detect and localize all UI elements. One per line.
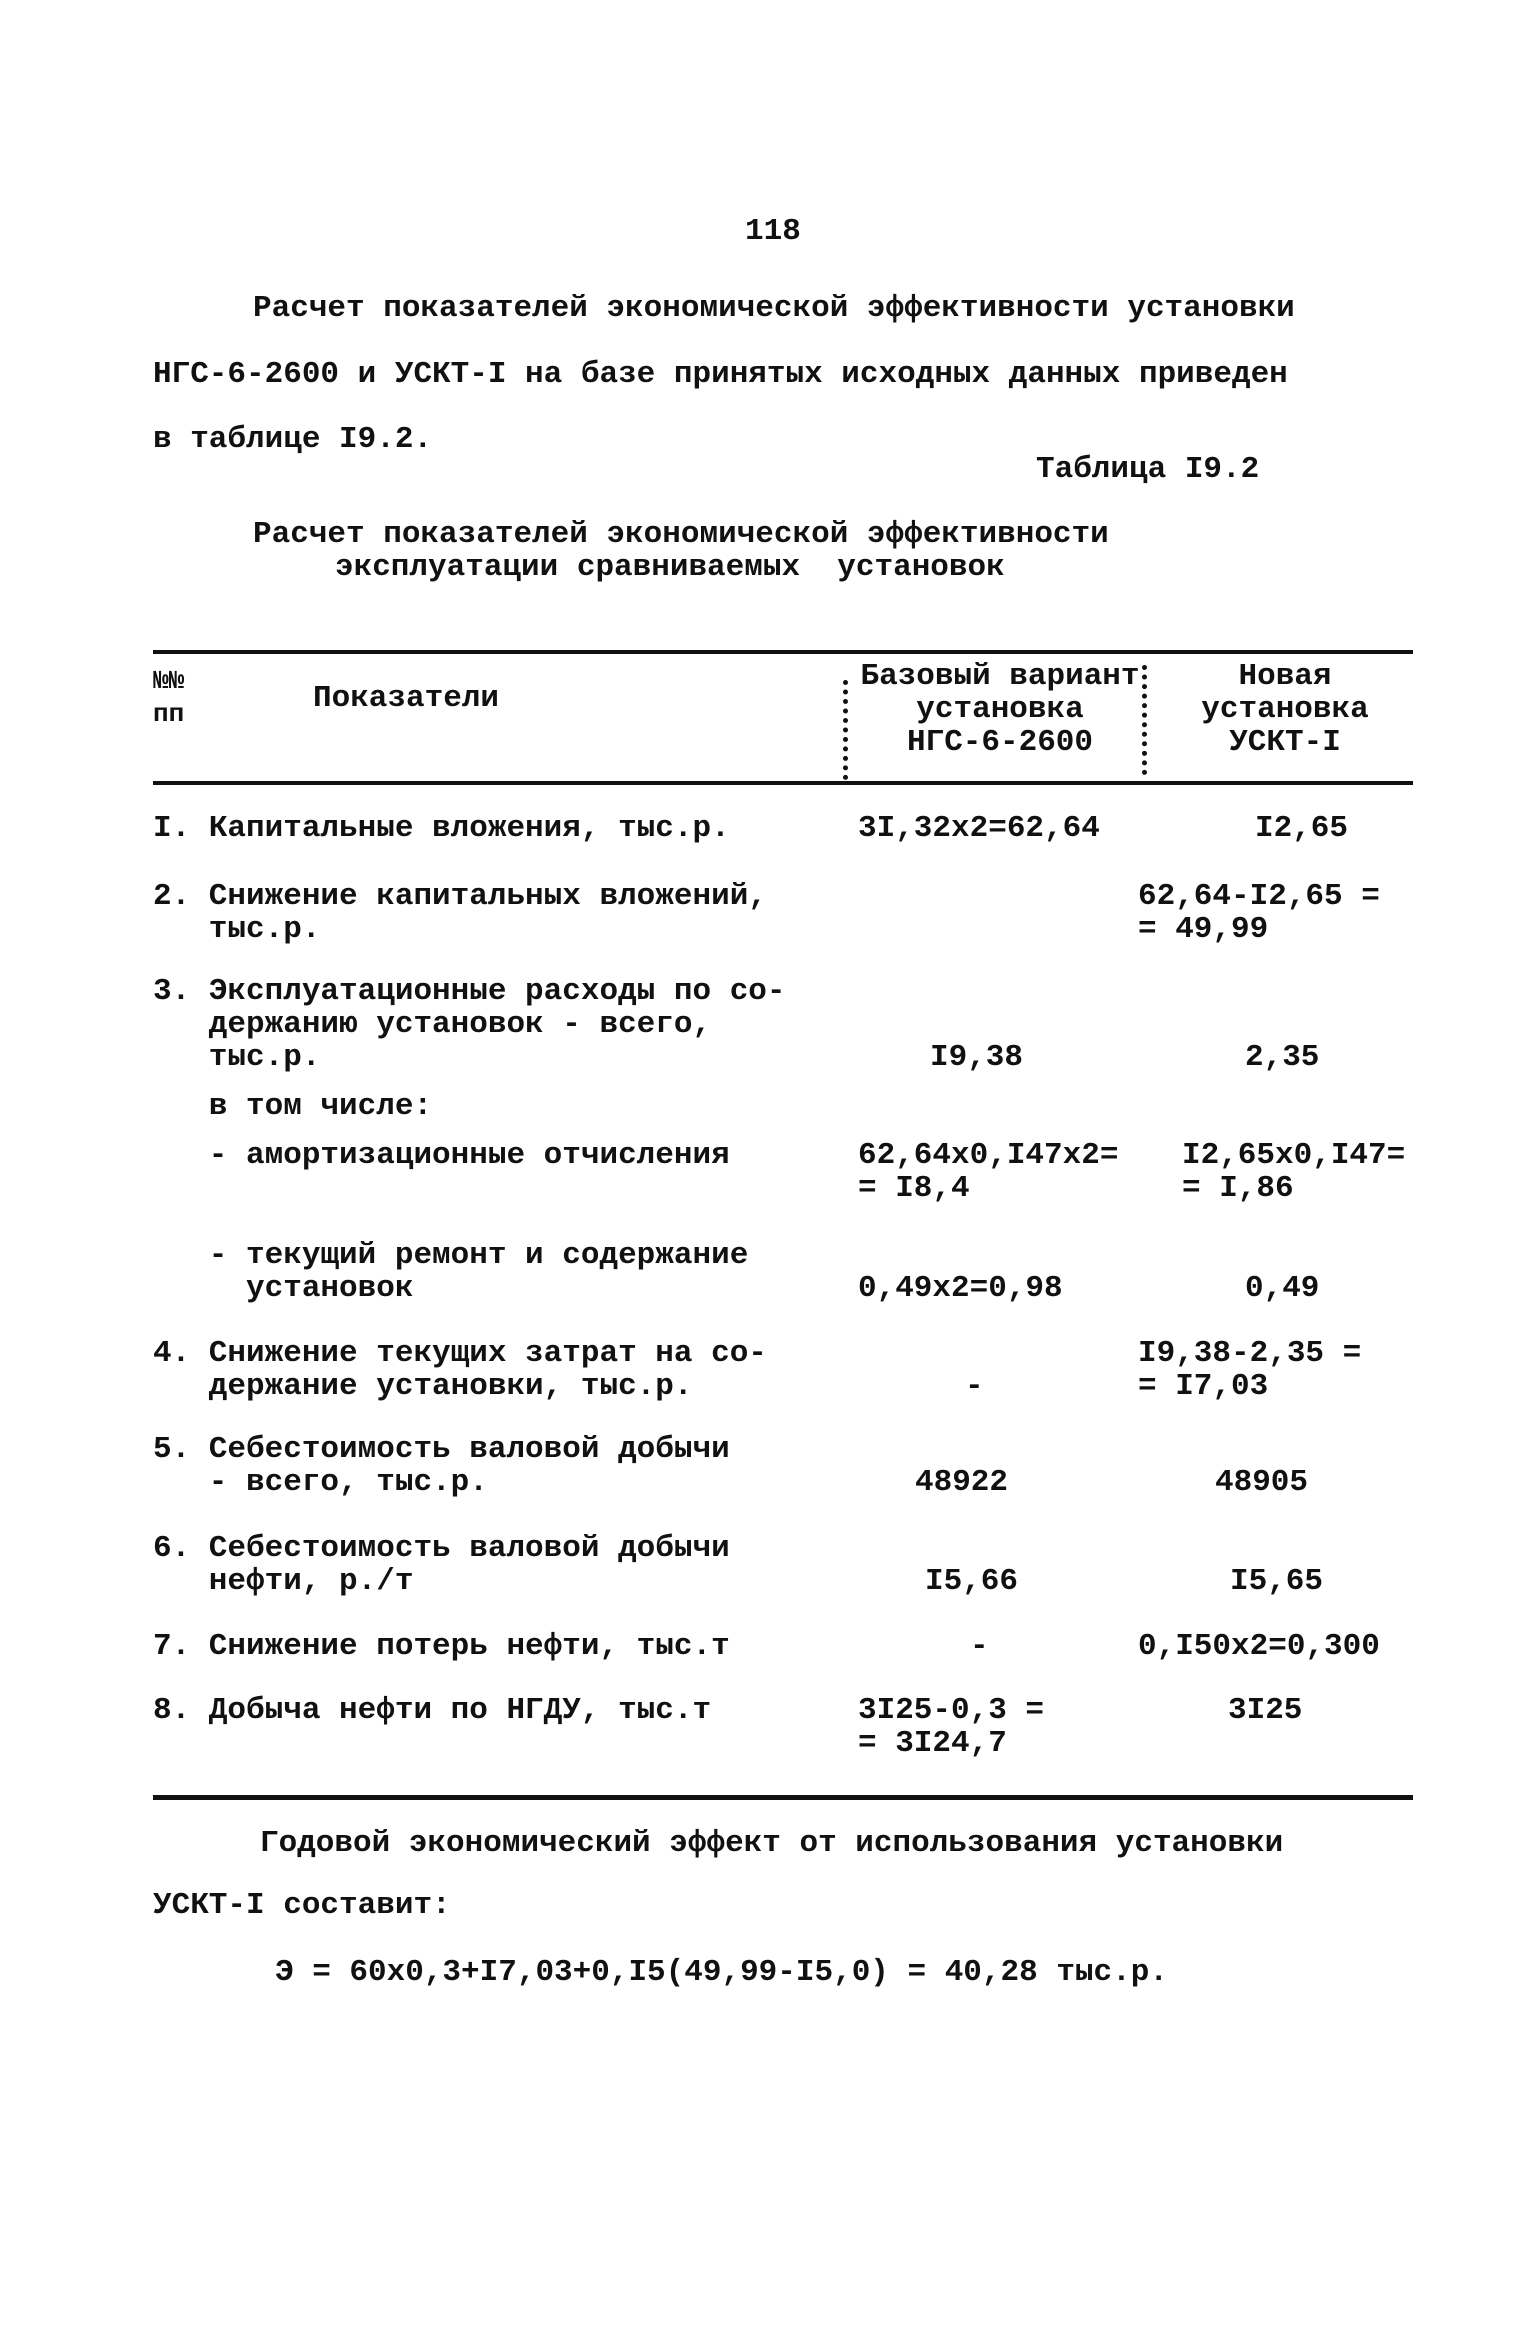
row-new-value [1138,1630,1380,1663]
row-base-value [970,1630,989,1663]
row-label [153,1337,767,1403]
row-new-value-line: I9,38-2,35 = [1138,1336,1362,1371]
row-new-value [1230,1565,1323,1598]
row-label-line: тыс.р. [153,1040,321,1075]
row-new-value [1182,1139,1405,1205]
row-new-value-line: = 49,99 [1138,912,1269,947]
row-new-value [1228,1694,1302,1727]
row-label [153,1433,730,1499]
row-base-value-line: - [970,1629,989,1664]
table-bottom-rule [153,1795,1413,1800]
row-base-value [965,1370,984,1403]
row-new-value-line: 0,I50x2=0,300 [1138,1629,1380,1664]
row-new-value-line: 3I25 [1228,1693,1303,1728]
row-base-value [858,1139,1118,1205]
row-label-line: - амортизационные отчисления [153,1138,730,1173]
row-new-value-line: I2,65 [1255,811,1349,846]
row-base-value [925,1565,1018,1598]
row-label-line: в том числе: [153,1089,433,1124]
row-base-value-line: 0,49x2=0,98 [858,1271,1063,1306]
row-label-line: нефти, р./т [153,1564,414,1599]
row-base-value [858,1272,1063,1305]
row-new-value [1138,880,1380,946]
header-bottom-rule [153,781,1413,785]
row-new-value [1255,812,1348,845]
row-label-line: - всего, тыс.р. [153,1465,488,1500]
row-new-value-line: 62,64-I2,65 = [1138,879,1380,914]
row-label-line: установок [153,1271,414,1306]
row-label-line: I. Капитальные вложения, тыс.р. [153,811,730,846]
row-label-line: 3. Эксплуатационные расходы по со- [153,974,786,1009]
row-base-value-line: I9,38 [930,1040,1024,1075]
row-new-value-line: 2,35 [1245,1040,1320,1075]
row-label-line: 2. Снижение капитальных вложений, [153,879,767,914]
row-label [153,1239,748,1305]
row-label [153,880,767,946]
header-new: Новая установка УСКТ-I [1201,659,1369,760]
row-base-value-line: I5,66 [925,1564,1019,1599]
row-base-value-line: = I8,4 [858,1171,970,1206]
row-new-value-line: I5,65 [1230,1564,1324,1599]
intro-line-2: НГС-6-2600 и УСКТ-I на базе принятых исходных данных приведен [153,357,1288,392]
row-new-value-line: 48905 [1215,1465,1309,1500]
table-label: Таблица I9.2 [1036,452,1260,487]
row-new-value [1245,1272,1319,1305]
row-base-value-line: 48922 [915,1465,1009,1500]
table-title-1: Расчет показателей экономической эффективности [253,517,1109,552]
row-new-value [1138,1337,1361,1403]
column-separator [843,680,848,780]
row-label [153,1139,730,1172]
row-base-value [930,1041,1023,1074]
intro-line-3: в таблице I9.2. [153,422,433,457]
row-new-value-line: = I,86 [1182,1171,1294,1206]
row-label [153,812,730,845]
row-label-line: тыс.р. [153,912,321,947]
row-label [153,1090,432,1123]
page-number: 118 [745,214,801,249]
row-base-value [858,1694,1044,1760]
row-base-value-line: = 3I24,7 [858,1726,1007,1761]
header-num: №№ пп [153,666,185,729]
row-label-line: 6. Себестоимость валовой добычи [153,1531,730,1566]
row-label-line: - текущий ремонт и содержание [153,1238,749,1273]
row-new-value-line: I2,65x0,I47= [1182,1138,1406,1173]
row-base-value [858,812,1100,845]
row-label-line: 4. Снижение текущих затрат на со- [153,1336,767,1371]
row-base-value-line: - [965,1369,984,1404]
header-indicator: Показатели [313,681,500,716]
row-new-value-line: 0,49 [1245,1271,1320,1306]
row-label [153,1694,711,1727]
row-label [153,1532,730,1598]
row-label-line: держание установки, тыс.р. [153,1369,693,1404]
row-new-value [1245,1041,1319,1074]
effect-formula: Э = 60x0,3+I7,03+0,I5(49,99-I5,0) = 40,28 тыс.р. [275,1955,1168,1990]
row-label-line: 7. Снижение потерь нефти, тыс.т [153,1629,730,1664]
row-base-value-line: 3I,32x2=62,64 [858,811,1100,846]
row-label [153,1630,730,1663]
row-label [153,975,786,1074]
row-label-line: держанию установок - всего, [153,1007,712,1042]
row-new-value-line: = I7,03 [1138,1369,1269,1404]
intro-line-1: Расчет показателей экономической эффективности установки [253,291,1295,326]
row-label-line: 8. Добыча нефти по НГДУ, тыс.т [153,1693,712,1728]
column-separator [1142,665,1147,775]
row-label-line: 5. Себестоимость валовой добычи [153,1432,730,1467]
row-new-value [1215,1466,1308,1499]
row-base-value [915,1466,1008,1499]
row-base-value-line: 3I25-0,3 = [858,1693,1045,1728]
conclusion-line-1: Годовой экономический эффект от использования установки [260,1826,1284,1861]
table-top-rule [153,650,1413,654]
conclusion-line-2: УСКТ-I составит: [153,1888,451,1923]
table-title-2: эксплуатации сравниваемых установок [335,550,1005,585]
header-base: Базовый вариант установка НГС-6-2600 [860,659,1140,760]
row-base-value-line: 62,64x0,I47x2= [858,1138,1119,1173]
